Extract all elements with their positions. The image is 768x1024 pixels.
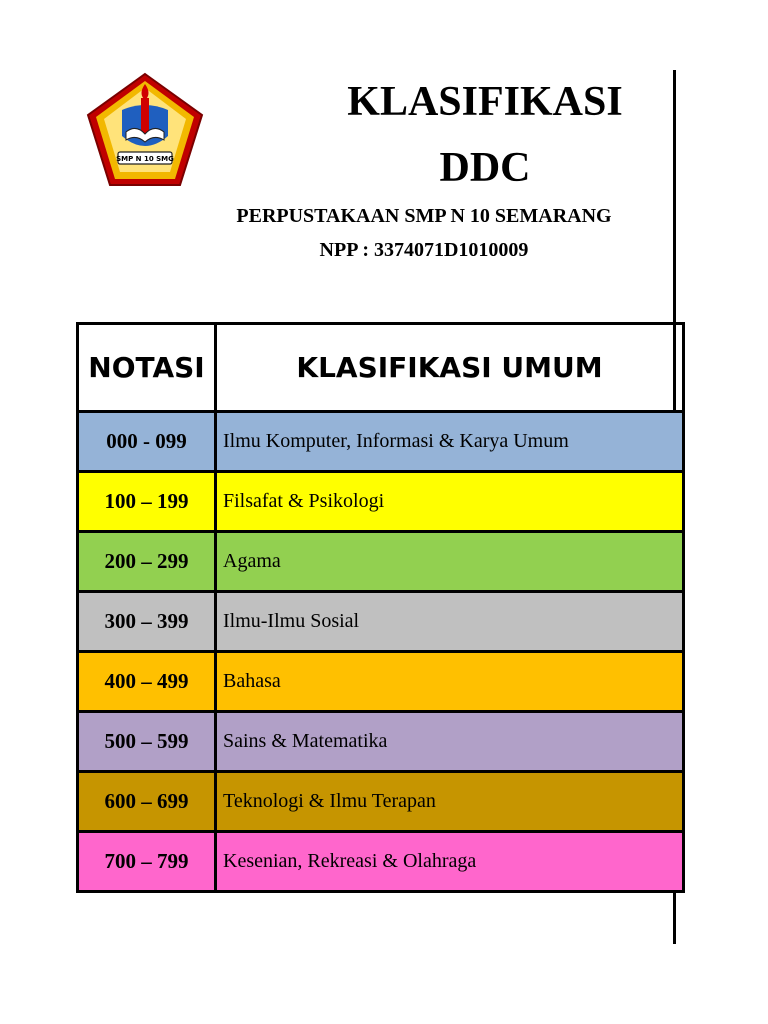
notasi-cell: 300 – 399 [78,592,216,652]
klasifikasi-cell: Ilmu-Ilmu Sosial [216,592,684,652]
table-row [78,532,684,592]
notasi-cell: 100 – 199 [78,472,216,532]
table-row [78,592,684,652]
table-header-row [78,324,684,412]
notasi-cell: 400 – 499 [78,652,216,712]
klasifikasi-cell: Agama [216,532,684,592]
library-name: PERPUSTAKAAN SMP N 10 SEMARANG [236,205,612,227]
page-title-line2: DDC [439,145,531,191]
notasi-cell: 500 – 599 [78,712,216,772]
header-klasifikasi: KLASIFIKASI UMUM [216,324,684,412]
klasifikasi-cell: Kesenian, Rekreasi & Olahraga [216,832,684,892]
klasifikasi-cell: Ilmu Komputer, Informasi & Karya Umum [216,412,684,472]
table-row [78,412,684,472]
notasi-cell: 200 – 299 [78,532,216,592]
klasifikasi-cell: Filsafat & Psikologi [216,472,684,532]
page-title-line1: KLASIFIKASI [347,79,623,125]
logo-banner-text: SMP N 10 SMG [116,155,174,163]
klasifikasi-cell: Teknologi & Ilmu Terapan [216,772,684,832]
notasi-cell: 600 – 699 [78,772,216,832]
klasifikasi-cell: Bahasa [216,652,684,712]
table-row [78,712,684,772]
ddc-table [76,322,685,893]
table-row [78,652,684,712]
npp-number: NPP : 3374071D1010009 [319,239,529,261]
notasi-cell: 000 - 099 [78,412,216,472]
table-row [78,772,684,832]
table-row [78,832,684,892]
school-logo [86,72,204,188]
header-notasi: NOTASI [78,324,216,412]
klasifikasi-cell: Sains & Matematika [216,712,684,772]
notasi-cell: 700 – 799 [78,832,216,892]
table-row [78,472,684,532]
